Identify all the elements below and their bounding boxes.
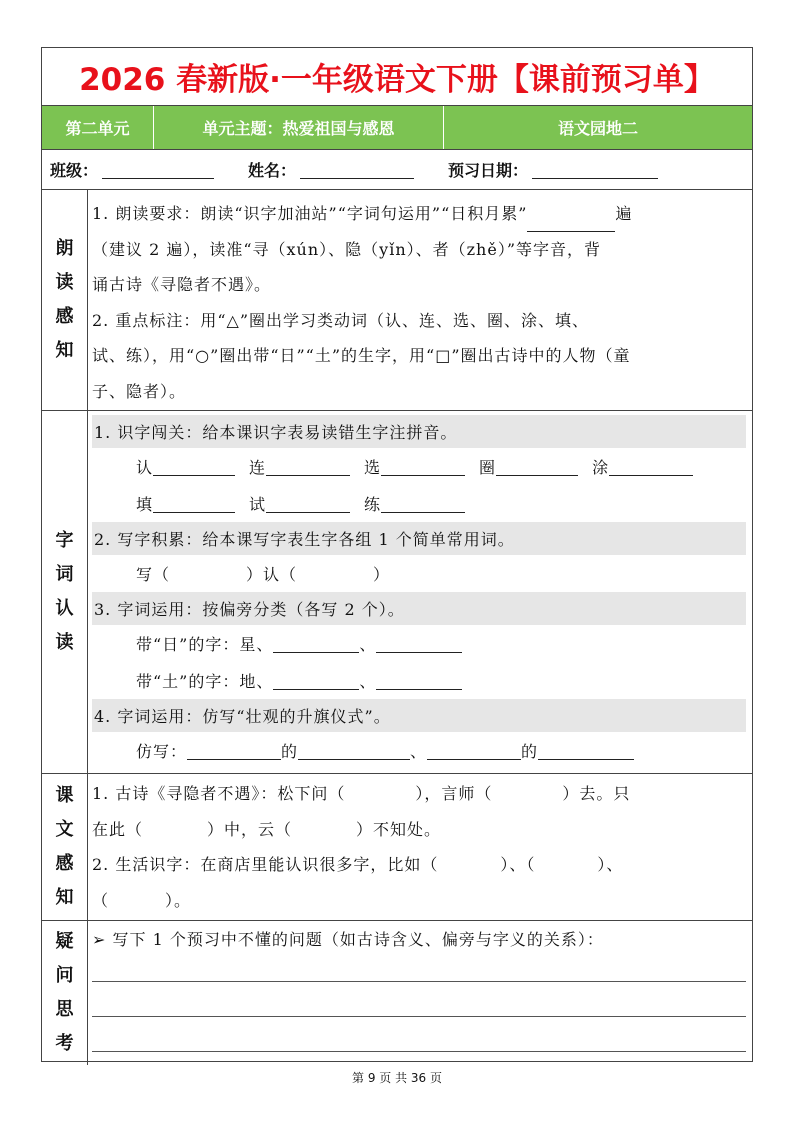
side-char: 朗	[55, 238, 74, 259]
reading-item1-line2: （建议 2 遍），读准“寻（xún）、隐（yǐn）、者（zhě）”等字音，背	[92, 239, 602, 259]
life-text: ）。	[165, 890, 192, 910]
side-char: 文	[55, 819, 74, 840]
pinyin-blank[interactable]	[381, 457, 465, 476]
close-paren: ）	[373, 565, 391, 584]
words-q4: 4. 字词运用：仿写“壮观的升旗仪式”。	[92, 699, 746, 732]
imitation-blank-2[interactable]	[298, 741, 410, 760]
de-char: 的	[281, 742, 299, 761]
char-shi: 试	[249, 495, 267, 514]
side-char: 考	[55, 1033, 74, 1054]
section-reading-label	[42, 190, 88, 410]
student-info-row	[42, 150, 752, 190]
date-label: 预习日期：	[448, 161, 529, 180]
poem-line-2	[92, 812, 746, 848]
xie-open: 写（	[136, 565, 171, 584]
reading-item2-line3: 子、隐者）。	[92, 381, 187, 401]
unit-theme: 单元主题：热爱祖国与感恩	[154, 106, 444, 149]
side-char: 读	[55, 272, 74, 293]
pinyin-blank[interactable]	[266, 494, 350, 513]
char-tian: 填	[136, 495, 154, 514]
unit-bar	[42, 106, 752, 150]
life-text: ）、（	[500, 855, 536, 874]
word-group-row	[92, 555, 746, 592]
unit-label: 第二单元	[42, 106, 154, 149]
reading-requirement-text: 1. 朗读要求：朗读“识字加油站”“字词句运用”“日积月累”	[92, 204, 528, 223]
section-reading	[42, 190, 752, 411]
class-field[interactable]	[50, 158, 214, 181]
side-char: 思	[55, 999, 74, 1020]
words-q3: 3. 字词运用：按偏旁分类（各写 2 个）。	[92, 592, 746, 625]
de-char: 的	[521, 742, 539, 761]
side-char: 感	[55, 853, 74, 874]
ri-radical-label: 带“日”的字：星、	[136, 635, 274, 654]
side-char: 知	[55, 340, 74, 361]
reading-item1-line1	[92, 196, 746, 232]
side-char: 读	[55, 632, 74, 653]
side-char: 疑	[55, 931, 74, 952]
section-text-label	[42, 774, 88, 920]
poem-text: 在此（	[92, 819, 144, 839]
pinyin-blank[interactable]	[496, 457, 578, 476]
date-blank[interactable]	[532, 160, 658, 179]
life-literacy-line-2	[92, 883, 746, 919]
ren-open: ）认（	[246, 565, 298, 584]
name-field[interactable]	[248, 158, 414, 181]
comma: 、	[359, 635, 377, 654]
section-words-content	[88, 411, 752, 773]
side-char: 词	[55, 564, 74, 585]
imitation-blank-3[interactable]	[427, 741, 521, 760]
poem-text: ），言师（	[415, 784, 493, 803]
reading-item2-line1: 2. 重点标注：用“△”圈出学习类动词（认、连、选、圈、涂、填、	[92, 310, 590, 330]
pinyin-blank[interactable]	[609, 457, 693, 476]
ri-blank-1[interactable]	[273, 634, 359, 653]
tu-blank-1[interactable]	[273, 671, 359, 690]
poem-text: 1. 古诗《寻隐者不遇》：松下问（	[92, 784, 346, 803]
life-text: （	[92, 890, 110, 910]
answer-line-3[interactable]	[92, 1017, 746, 1052]
char-tu: 涂	[592, 458, 610, 477]
ri-blank-2[interactable]	[376, 634, 462, 653]
preview-sheet	[41, 47, 753, 1062]
answer-line-2[interactable]	[92, 982, 746, 1017]
poem-text: ）不知处。	[356, 819, 442, 839]
class-label: 班级：	[50, 161, 99, 180]
words-q2: 2. 写字积累：给本课写字表生字各组 1 个简单常用词。	[92, 522, 746, 555]
tu-blank-2[interactable]	[376, 671, 462, 690]
pinyin-blank[interactable]	[381, 494, 465, 513]
side-char: 字	[55, 530, 74, 551]
imitation-label: 仿写：	[136, 742, 188, 761]
pinyin-row-2	[92, 485, 746, 522]
side-char: 知	[55, 887, 74, 908]
comma: 、	[359, 672, 377, 691]
pinyin-blank[interactable]	[266, 457, 350, 476]
ri-radical-row	[92, 625, 746, 662]
section-text	[42, 774, 752, 921]
pinyin-row-1	[92, 448, 746, 485]
char-xuan: 选	[364, 458, 382, 477]
side-char: 感	[55, 306, 74, 327]
date-field[interactable]	[448, 158, 658, 181]
life-literacy-line-1	[92, 847, 746, 883]
imitation-row	[92, 732, 746, 769]
name-blank[interactable]	[300, 160, 414, 179]
reading-item1-line3: 诵古诗《寻隐者不遇》。	[92, 275, 272, 294]
page-title: 2026 春新版·一年级语文下册【课前预习单】	[42, 48, 752, 106]
section-text-content	[88, 774, 752, 920]
life-text: 2. 生活识字：在商店里能认识很多字，比如（	[92, 855, 439, 874]
life-text: ）、	[597, 855, 624, 874]
side-char: 认	[55, 598, 74, 619]
words-q1: 1. 识字闯关：给本课识字表易读错生字注拼音。	[92, 415, 746, 448]
imitation-blank-1[interactable]	[187, 741, 281, 760]
page-footer: 第 9 页 共 36 页	[352, 1071, 442, 1085]
imitation-blank-4[interactable]	[538, 741, 634, 760]
poem-line-1	[92, 776, 746, 812]
side-char: 问	[55, 965, 74, 986]
pinyin-blank[interactable]	[153, 494, 235, 513]
reading-item2-line2: 试、练），用“○”圈出带“日”“土”的生字，用“□”圈出古诗中的人物（童	[92, 346, 631, 365]
tu-radical-label: 带“土”的字：地、	[136, 672, 274, 691]
comma: 、	[410, 742, 428, 761]
read-times-blank[interactable]	[527, 213, 615, 232]
poem-text: ）去。只	[562, 784, 631, 803]
name-label: 姓名：	[248, 161, 297, 180]
class-blank[interactable]	[102, 160, 214, 179]
poem-text: ）中，云（	[207, 819, 293, 839]
answer-line-1[interactable]	[92, 953, 746, 982]
side-char: 课	[55, 785, 74, 806]
tu-radical-row	[92, 662, 746, 699]
unit-topic: 语文园地二	[557, 119, 638, 138]
char-lian: 连	[249, 458, 267, 477]
char-quan: 圈	[479, 458, 497, 477]
section-words-label	[42, 411, 88, 773]
section-words	[42, 411, 752, 774]
section-question	[42, 921, 752, 1065]
char-ren: 认	[136, 458, 154, 477]
section-reading-content	[88, 190, 752, 410]
times-unit: 遍	[615, 204, 633, 223]
question-prompt: ➢ 写下 1 个预习中不懂的问题（如古诗含义、偏旁与字义的关系）：	[92, 930, 604, 949]
char-lian2: 练	[364, 495, 382, 514]
pinyin-blank[interactable]	[153, 457, 235, 476]
section-question-content	[88, 921, 752, 1065]
section-question-label	[42, 921, 88, 1065]
